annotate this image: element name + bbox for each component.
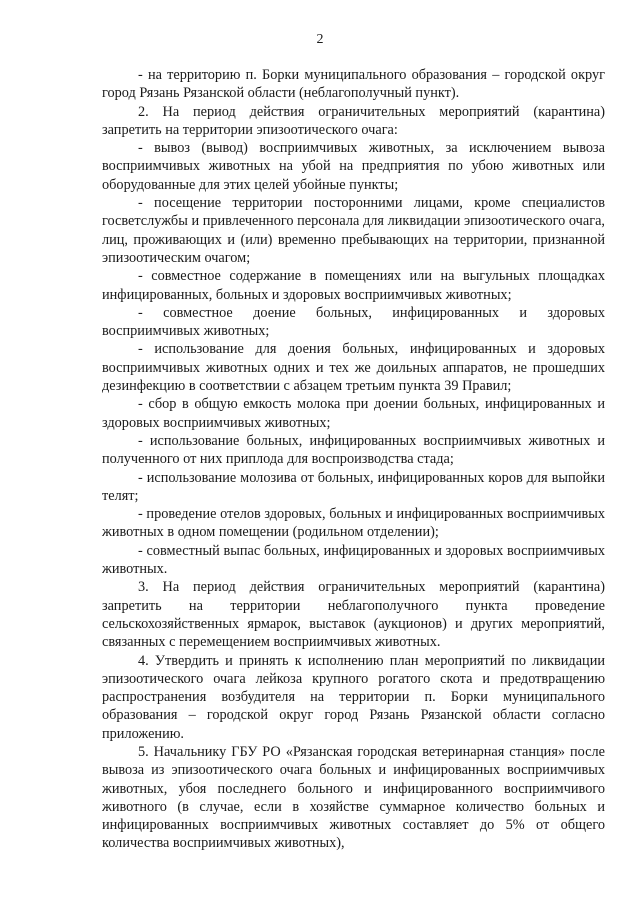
paragraph-3-events: 3. На период действия ограничительных мероприятий (карантина) запретить на территории неблагополучного пункта проведение сельскохозяйственных ярмарок, выставок (аукционов) и других мероприятий, связанных с перемещением восприимчивых животных. <box>102 579 605 651</box>
page-number: 2 <box>316 32 324 47</box>
prohibition-item: - совместный выпас больных, инфицированных и здоровых восприимчивых животных. <box>102 542 605 578</box>
prohibition-item: - вывоз (вывод) восприимчивых животных, за исключением вывоза восприимчивых животных на убой на предприятия по убою животных или оборудованные для этих целей убойные пункты; <box>102 140 605 193</box>
prohibition-item: - использование больных, инфицированных восприимчивых животных и полученного от них приплода для воспроизводства стада; <box>102 432 605 468</box>
prohibition-item: - совместное содержание в помещениях или на выгульных площадках инфицированных, больных и здоровых восприимчивых животных; <box>102 268 605 303</box>
prohibition-item: - проведение отелов здоровых, больных и инфицированных восприимчивых животных в одном помещении (родильном отделении); <box>102 506 605 541</box>
prohibition-item: - совместное доение больных, инфицированных и здоровых восприимчивых животных; <box>102 304 605 340</box>
prohibition-item: - посещение территории посторонними лицами, кроме специалистов госветслужбы и привлеченного персонала для ликвидации эпизоотического очага, лиц, проживающих и (или) временно пребывающих на территории, признанной эпизоотическим очагом; <box>102 195 605 266</box>
paragraph-4-plan: 4. Утвердить и принять к исполнению план мероприятий по ликвидации эпизоотического очага лейкоза крупного рогатого скота и предотвращению распространения возбудителя на территории п. Борки муниципального образования – городской округ город Рязань Рязанской области согласно приложению. <box>102 652 605 742</box>
paragraph-2-prohibitions: 2. На период действия ограничительных мероприятий (карантина) запретить на территории эпизоотического очага: <box>102 103 605 138</box>
paragraph-5-vet-station: 5. Начальнику ГБУ РО «Рязанская городская ветеринарная станция» после вывоза из эпизоотического очага больных и инфицированных восприимчивых животных, убоя последнего больного и инфицированного восприимчивого животного (в случае, если в хозяйстве суммарное количество больных и инфицированных восприимчивых животных составляет до 5% от общего количества восприимчивых животных), <box>102 743 605 852</box>
prohibition-item: - использование для доения больных, инфицированных и здоровых восприимчивых животных одних и тех же доильных аппаратов, не прошедших дезинфекцию в соответствии с абзацем третьим пункта 39 Правил; <box>102 341 605 395</box>
paragraph-territory: - на территорию п. Борки муниципального образования – городской округ город Рязань Рязанской области (неблагополучный пункт). <box>102 67 605 102</box>
prohibition-item: - сбор в общую емкость молока при доении больных, инфицированных и здоровых восприимчивых животных; <box>102 396 605 431</box>
document-body <box>102 66 605 853</box>
prohibition-item: - использование молозива от больных, инфицированных коров для выпойки телят; <box>102 469 605 504</box>
